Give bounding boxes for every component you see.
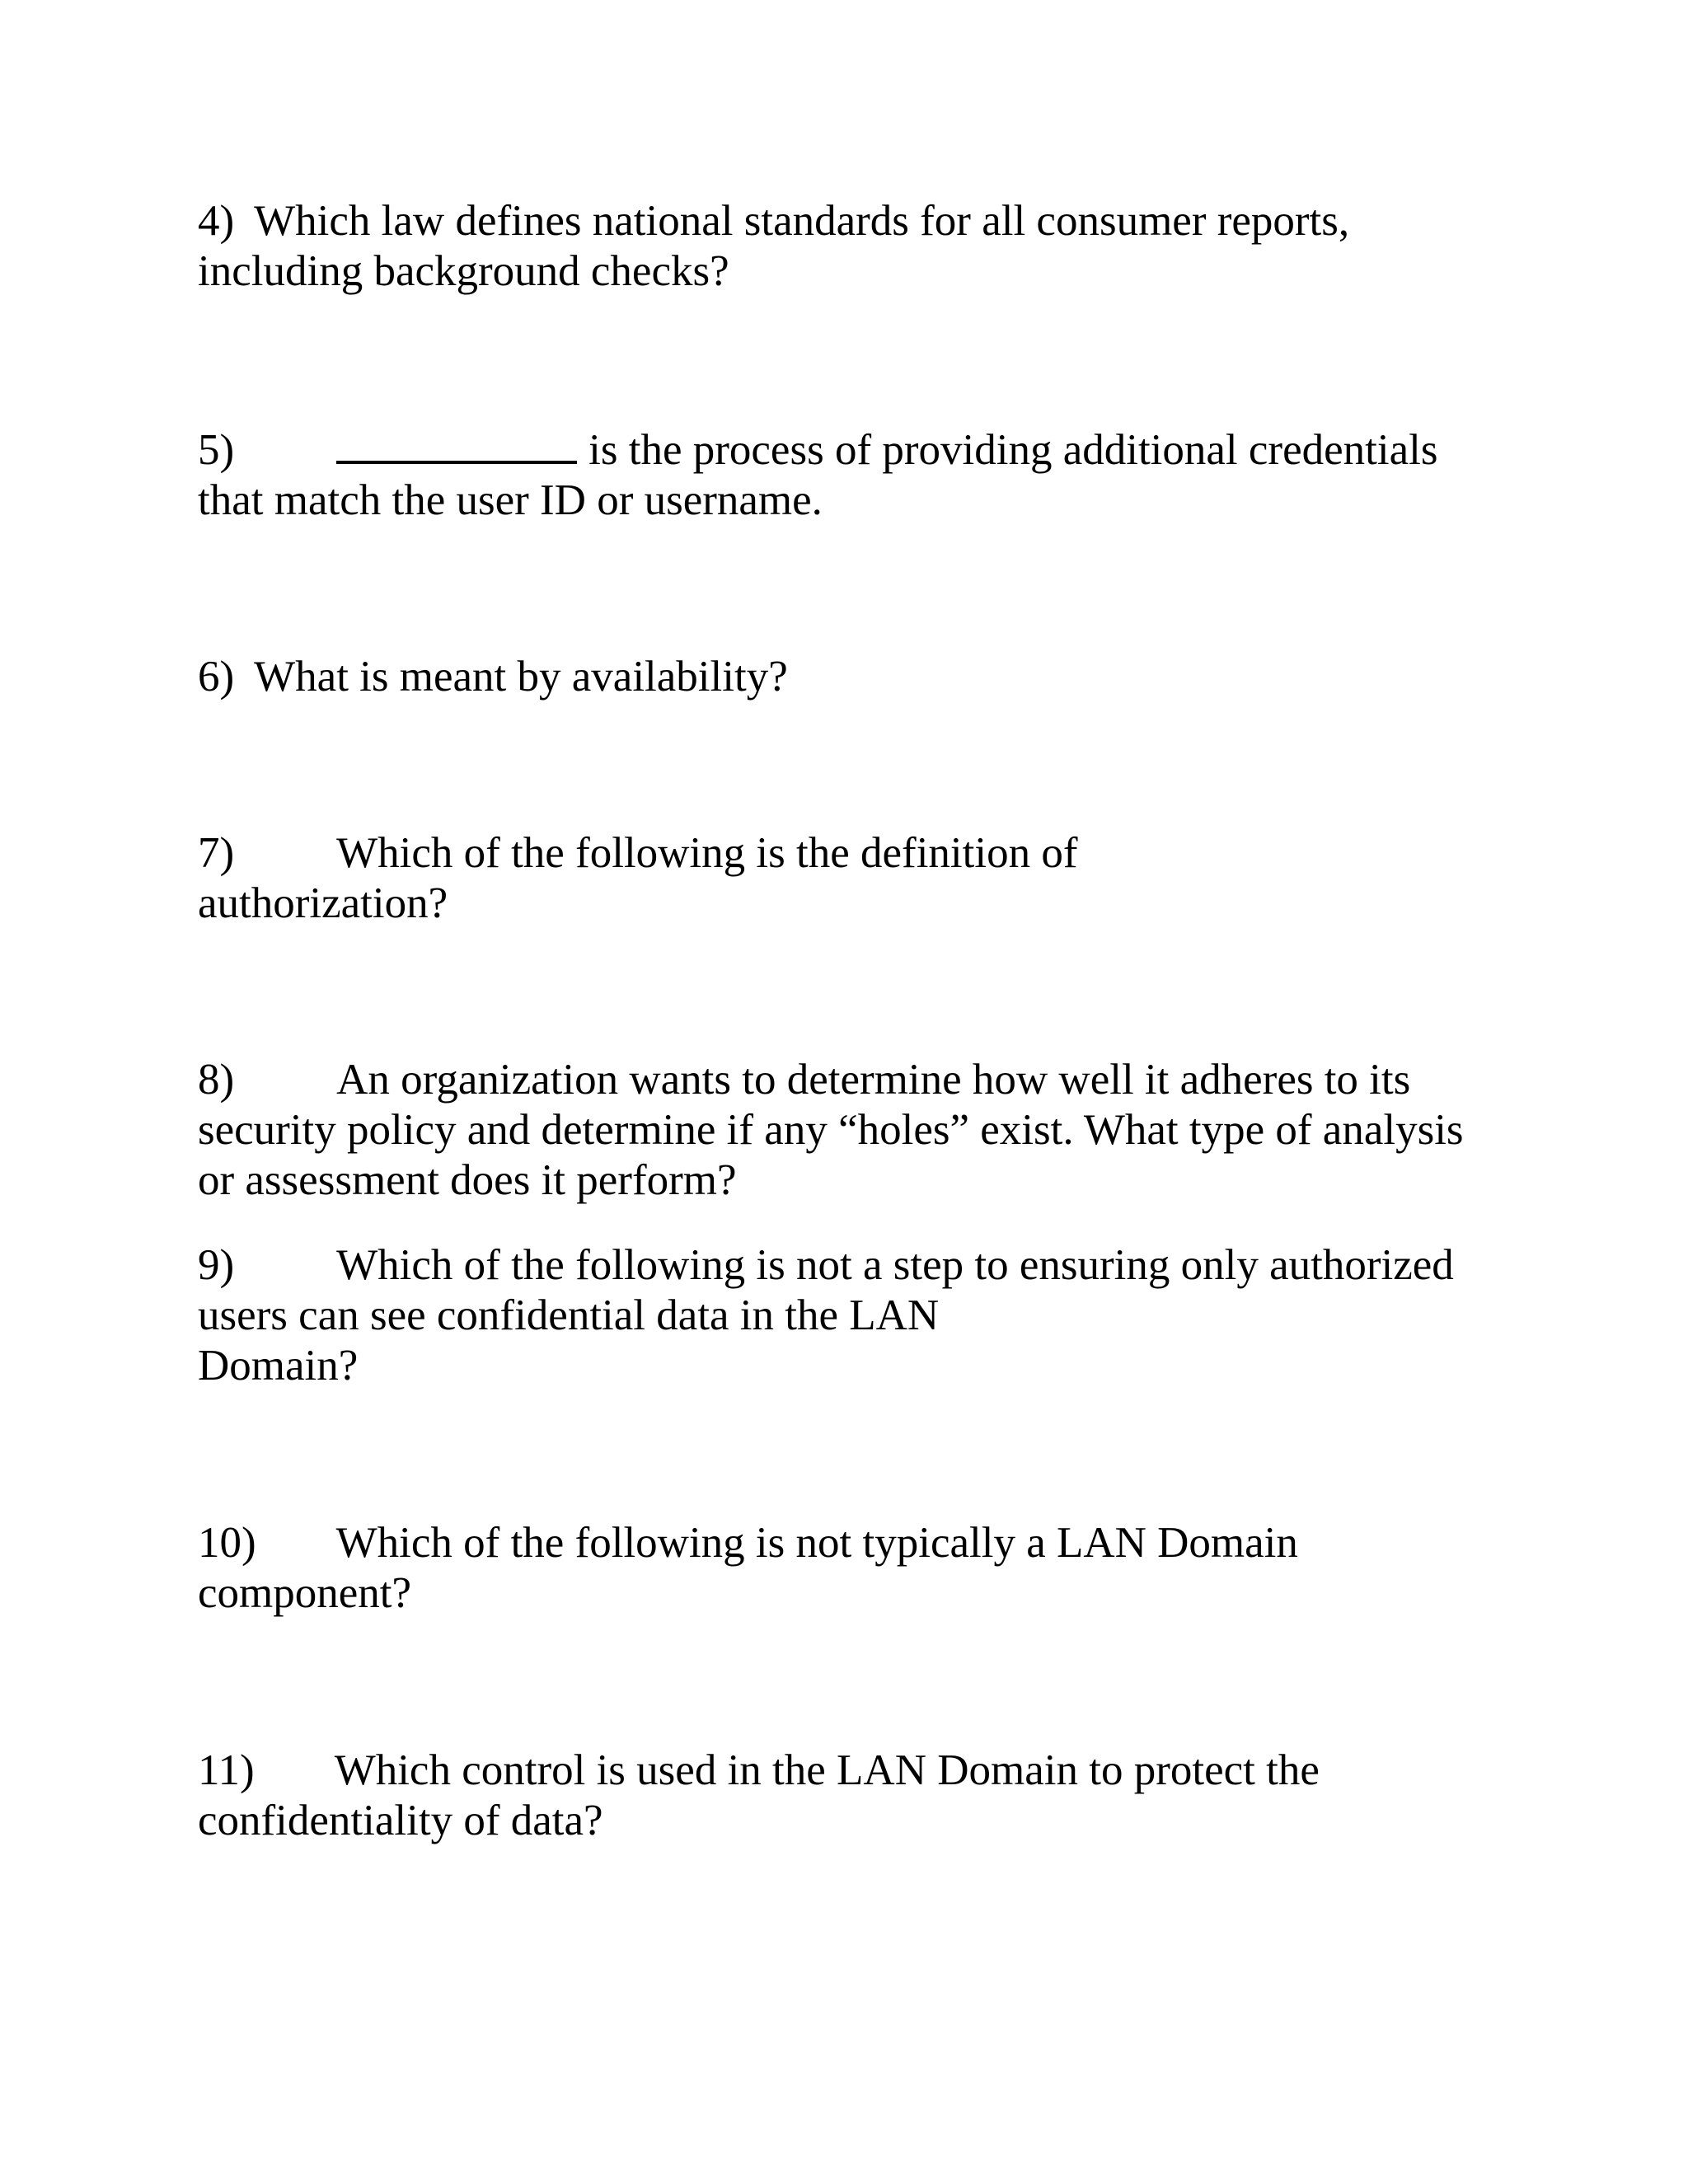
question-text: authorization? <box>198 879 448 927</box>
question-6 <box>198 652 1517 702</box>
question-10 <box>198 1518 1517 1619</box>
question-line <box>198 1240 1517 1291</box>
question-text: What is meant by availability? <box>254 653 788 701</box>
question-number: 4) <box>198 197 235 245</box>
question-text: including background checks? <box>198 247 729 295</box>
question-number: 6) <box>198 653 235 701</box>
question-text: An organization wants to determine how well it adheres to its <box>336 1056 1411 1104</box>
fill-in-blank <box>336 424 577 464</box>
question-number: 9) <box>198 1241 235 1289</box>
question-text: or assessment does it perform? <box>198 1156 737 1204</box>
question-text: Which control is used in the LAN Domain to protect the <box>334 1746 1320 1794</box>
question-7 <box>198 828 1517 929</box>
question-text: users can see confidential data in the LAN <box>198 1291 940 1339</box>
question-text: Which of the following is the definition of <box>336 829 1078 877</box>
question-text: component? <box>198 1569 412 1617</box>
question-text: security policy and determine if any “holes” exist. What type of analysis <box>198 1106 1464 1154</box>
question-line <box>198 1055 1517 1105</box>
question-number: 10) <box>198 1519 256 1567</box>
question-number: 11) <box>198 1746 255 1794</box>
question-number: 8) <box>198 1056 235 1104</box>
question-9 <box>198 1240 1517 1391</box>
question-number: 7) <box>198 829 235 877</box>
question-text: Which law defines national standards for all consumer reports, <box>254 197 1350 245</box>
question-text: is the process of providing additional credentials <box>588 426 1438 474</box>
question-text: confidentiality of data? <box>198 1797 603 1844</box>
question-line <box>198 828 1517 879</box>
question-11 <box>198 1746 1517 1846</box>
question-line <box>198 652 1517 702</box>
question-line <box>198 424 1517 476</box>
question-text: that match the user ID or username. <box>198 476 823 524</box>
question-text: Which of the following is not typically a LAN Domain <box>335 1519 1298 1567</box>
question-line <box>198 1518 1517 1568</box>
question-line <box>198 196 1517 246</box>
question-line <box>198 1746 1517 1796</box>
question-8 <box>198 1055 1517 1206</box>
question-5 <box>198 424 1517 526</box>
question-4 <box>198 196 1517 297</box>
question-number: 5) <box>198 426 235 474</box>
question-text: Domain? <box>198 1342 359 1390</box>
question-text: Which of the following is not a step to ensuring only authorized <box>336 1241 1454 1289</box>
